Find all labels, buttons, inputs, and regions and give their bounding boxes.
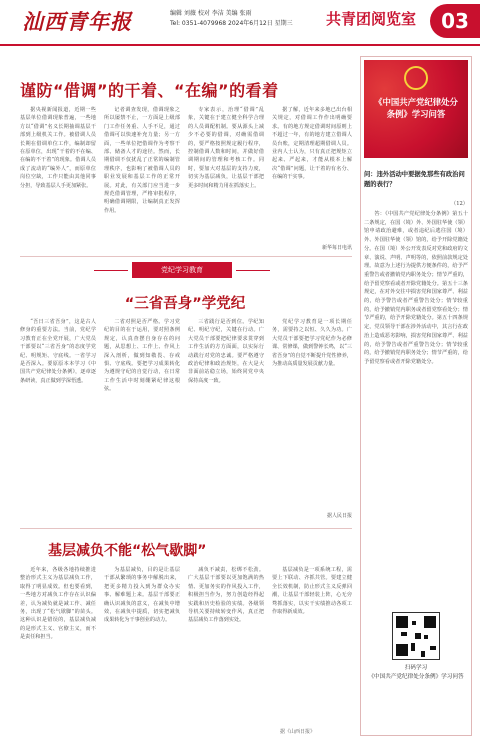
editor-credits: 编辑 刘薇 校对 李洁 美编 张雨 [170,10,252,17]
article-3-source: 据《山西日报》 [280,729,316,735]
article-2-headline: “三省吾身”学党纪 [124,296,246,312]
article-1-source: 新华每日电讯 [321,245,352,251]
article-3-column-1: 近年来，各级各地持续推进整治形式主义为基层减负工作，取得了明显成效。但也要看到，一些地方对减负工作存在认识偏差，认为减负就是减工作、减任务，出现了“松气歇脚”的苗头。这种认识是错误的，基层减负减的是形式主义、官僚主义，而不是责任和担当。 [20,567,96,641]
article-2-source: 据人民日报 [326,513,352,519]
article-2-column-4: 党纪学习教育是一项长期任务，需要持之以恒、久久为功。广大党员干部要把学习党纪作为必修课、常修课，做到警钟长鸣，以“三省吾身”的自觉不断提升党性修养，为推动高质量发展贡献力量。 [272,319,352,368]
article-1-column-4: 据了解，近年来多地已出台相关规定，对借调工作作出明确要求。有的地方规定借调时间原则上不超过一年，有的地方建立借调人员台账，定期清理超期借调人员。业内人士认为，只有真正把规矩立起来、严起来，才能从根本上解决“借调”问题，让干着的有名分、在编的干实事。 [272,107,352,181]
banner-title: 《中国共产党纪律处分条例》学习问答 [374,97,458,119]
issue-date: Tel: 0351-4079968 2024年6月12日 星期三 [170,20,293,27]
sidebar-question: 问：违外活动中要据免那些有政治问题的表行？ [364,171,465,188]
qr-caption: 扫码学习 《中国共产党纪律处分条例》学习问答 [368,665,464,680]
party-study-tag: 党纪学习教育 [132,262,232,278]
newspaper-logo: 汕西青年报 [22,9,132,34]
article-1-column-1: 据央视新闻报道，近期一些基层单位借调现象普遍，一些地方以“借调”名义长期抽调基层干部到上级机关工作。被借调人员长期在借调单位工作，编制却留在原单位，出现“干着的不在编、在编的不干着”的现象。借调人员成了流动的“编外人”，而原单位岗位空缺，工作只能由其他同事分担，导致基层人手更加紧张。 [20,107,96,189]
article-1-column-2: 记者调查发现，借调现象之所以屡禁不止，一方面是上级部门工作任务重、人手不足，通过借调可以快速补充力量；另一方面，一些单位把借调作为考察干部、储备人才的途径。然而，长期借调不仅扰乱了正常的编制管理秩序，也影响了被借调人员的职业发展和基层工作的正常开展。对此，有关部门应当进一步规范借调管理，严格审批程序，明确借调期限，让编制真正发挥作用。 [104,107,180,214]
section-divider-2 [20,528,352,529]
article-1-headline: 谨防“借调”的干着、“在编”的看着 [20,81,279,100]
section-title: 共青团阅览室 [326,10,417,28]
sidebar-answer: 答：《中国共产党纪律处分条例》第五十二条规定，在国（境）外、外国驻华使（领）馆申请政治避难，或者违纪后逃往国（境）外、外国驻华使（领）馆的，给予开除党籍处分。在国（境）外公开发表反对党和政府的文章、演说、声明、声明等的，依照前款规定处理。故意为上述行为提供方便条件的，给予严重警告或者撤销党内职务处分；情节严重的，给予留党察看或者开除党籍处分。第五十三条规定，在对外交往中损害党和国家尊严、利益的，给予警告或者严重警告处分；情节较重的，给予撤销党内职务或者留党察看处分；情节严重的，给予开除党籍处分。第五十四条规定，党员领导干部在涉外活动中，其言行在政治上造成恶劣影响，损害党和国家尊严、利益的，给予警告或者严重警告处分；情节较重的，给予撤销党内职务处分；情节严重的，给予留党察看或者开除党籍处分。 [364,211,468,365]
page-number: 03 [430,4,480,38]
article-2-column-3: 三省践行是否到位。学纪知纪、明纪守纪，关键在行动。广大党员干部要把纪律要求贯穿到工作生活的方方面面，以实际行动践行对党的忠诚。要严格遵守政治纪律和政治规矩，在大是大非面前站稳立场，始终同党中央保持高度一致。 [188,319,264,384]
article-3-column-2: 为基层减负，目的是让基层干部从繁琐的事务中解脱出来，把更多精力投入到为群众办实事、解难题上来。基层干部要正确认识减负的意义，在减负中增效，在减负中提质，切实把减负成果转化为干事创业的动力。 [104,567,180,624]
article-3-headline: 基层减负不能“松气歇脚” [48,543,207,559]
sidebar-question-number: （12） [451,201,468,207]
article-3-column-3: 减负不减责，松绑不松劲。广大基层干部要以更加饱满的热情、更加务实的作风投入工作，积极担当作为，努力创造经得起实践和历史检验的实绩。各级领导机关要持续转变作风，真正把基层减负工作落到实处。 [188,567,264,624]
article-2-column-2: 二省对照是否严格。学习党纪的目的在于运用，要对照条例规定，认真查摆自身存在的问题，从思想上、工作上、作风上深入剖析，做到知敬畏、存戒惧、守底线。要把学习成果转化为遵规守纪的自觉行动，在日常工作生活中时刻绷紧纪律这根弦。 [104,319,180,393]
article-1-column-3: 专家表示，治理“借调”乱象，关键在于建立健全科学合理的人员调配机制。要从源头上减少不必要的借调，对确需借调的，要严格按照规定履行程序，控制借调人数和时间，并做好借调期间的管理和考核工作。同时，要加大对基层的支持力度，切实为基层减负，让基层干部把更多时间和精力用在抓落实上。 [188,107,264,189]
party-emblem-icon [404,66,428,90]
qr-code-icon[interactable] [392,612,440,660]
article-2-column-1: “吾日三省吾身”，这是古人修身的重要方法。当前，党纪学习教育正在全党开展，广大党员干部要以“三省吾身”的态度学党纪、明规矩、守底线。一省学习是否深入。要原原本本学习《中国共产党纪律处分条例》，逐章逐条研读，真正做到学深悟透。 [20,319,96,384]
masthead [0,0,480,46]
section-divider [20,256,352,257]
sidebar-banner [364,60,468,158]
article-3-column-4: 基层减负是一项系统工程，需要上下联动、齐抓共管。要建立健全长效机制，防止形式主义反弹回潮，让基层干部轻装上阵，心无旁骛抓落实，以实干实绩推动各项工作取得新成效。 [272,567,352,616]
